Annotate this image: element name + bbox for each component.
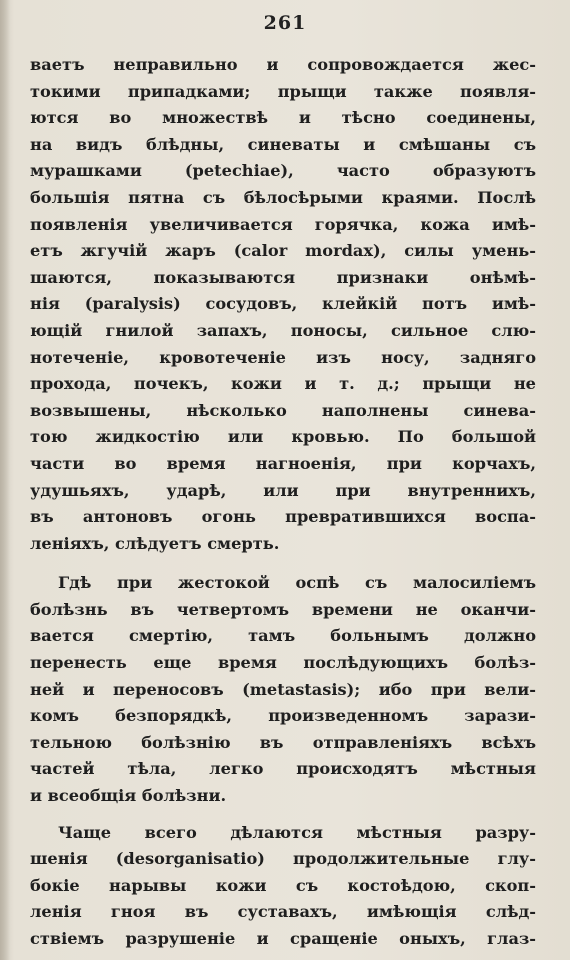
- text-line: на видъ блѣдны, синеваты и смѣшаны съ: [30, 134, 536, 154]
- paragraph-gap: [30, 557, 536, 570]
- text-line: нія (paralysis) сосудовъ, клейкій потъ имѣ-: [30, 294, 536, 314]
- text-line: большія пятна съ бѣлосѣрыми краями. Послѣ: [30, 187, 536, 207]
- text-line: комъ безпорядкѣ, произведенномъ зарази-: [30, 706, 536, 726]
- text-line: вается смертію, тамъ больнымъ должно: [30, 626, 536, 646]
- text-line: частей тѣла, легко происходятъ мѣстныя: [30, 759, 536, 779]
- text-line: Гдѣ при жестокой оспѣ съ малосиліемъ: [58, 573, 536, 593]
- text-line: появленія увеличивается горячка, кожа имѣ-: [30, 214, 536, 234]
- text-line: удушьяхъ, ударѣ, или при внутреннихъ,: [30, 480, 536, 500]
- text-line: въ антоновъ огонь превратившихся воспа-: [30, 507, 536, 527]
- text-line: шаются, показываются признаки онѣмѣ-: [30, 267, 536, 287]
- text-line: ней и переносовъ (metastasis); ибо при вели-: [30, 679, 536, 699]
- text-line: прохода, почекъ, кожи и т. д.; прыщи не: [30, 374, 536, 394]
- paragraph-3: [30, 820, 536, 953]
- text-line: ющій гнилой запахъ, поносы, сильное слю-: [30, 320, 536, 340]
- text-line: тою жидкостію или кровью. По большой: [30, 427, 536, 447]
- text-line: ются во множествѣ и тѣсно соединены,: [30, 108, 536, 128]
- text-line: ствіемъ разрушеніе и сращеніе оныхъ, глаз-: [30, 929, 536, 948]
- text-line: возвышены, нѣсколько наполнены синева-: [30, 400, 536, 420]
- text-line: етъ жгучій жаръ (calor mordax), силы умень-: [30, 241, 536, 261]
- text-line: леніяхъ, слѣдуетъ смерть.: [30, 533, 280, 553]
- text-line: части во время нагноенія, при корчахъ,: [30, 453, 536, 473]
- text-line: ваетъ неправильно и сопровождается жес-: [30, 55, 536, 74]
- text-line: мурашками (petechiae), часто образуютъ: [30, 161, 536, 181]
- paragraph-1: [30, 52, 536, 557]
- text-line: ленія гноя въ суставахъ, имѣющія слѣд-: [30, 902, 536, 922]
- text-line: нотеченіе, кровотеченіе изъ носу, задняго: [30, 347, 536, 367]
- text-line: болѣзнь въ четвертомъ времени не оканчи-: [30, 599, 536, 619]
- text-line: перенесть еще время послѣдующихъ болѣз-: [30, 653, 536, 673]
- page-text: [30, 52, 536, 953]
- text-line: тельною болѣзнію въ отправленіяхъ всѣхъ: [30, 732, 536, 752]
- page-number: 261: [263, 12, 307, 34]
- text-line: бокіе нарывы кожи съ костоѣдою, скоп-: [30, 875, 536, 895]
- paragraph-2: [30, 570, 536, 809]
- text-line: шенія (desorganisatio) продолжительные глу-: [30, 849, 536, 869]
- text-line: токими припадками; прыщи также появля-: [30, 81, 536, 101]
- binding-shadow: [0, 0, 10, 960]
- text-line: Чаще всего дѣлаются мѣстныя разру-: [58, 822, 536, 842]
- text-line: и всеобщія болѣзни.: [30, 786, 227, 806]
- paragraph-gap: [30, 810, 536, 820]
